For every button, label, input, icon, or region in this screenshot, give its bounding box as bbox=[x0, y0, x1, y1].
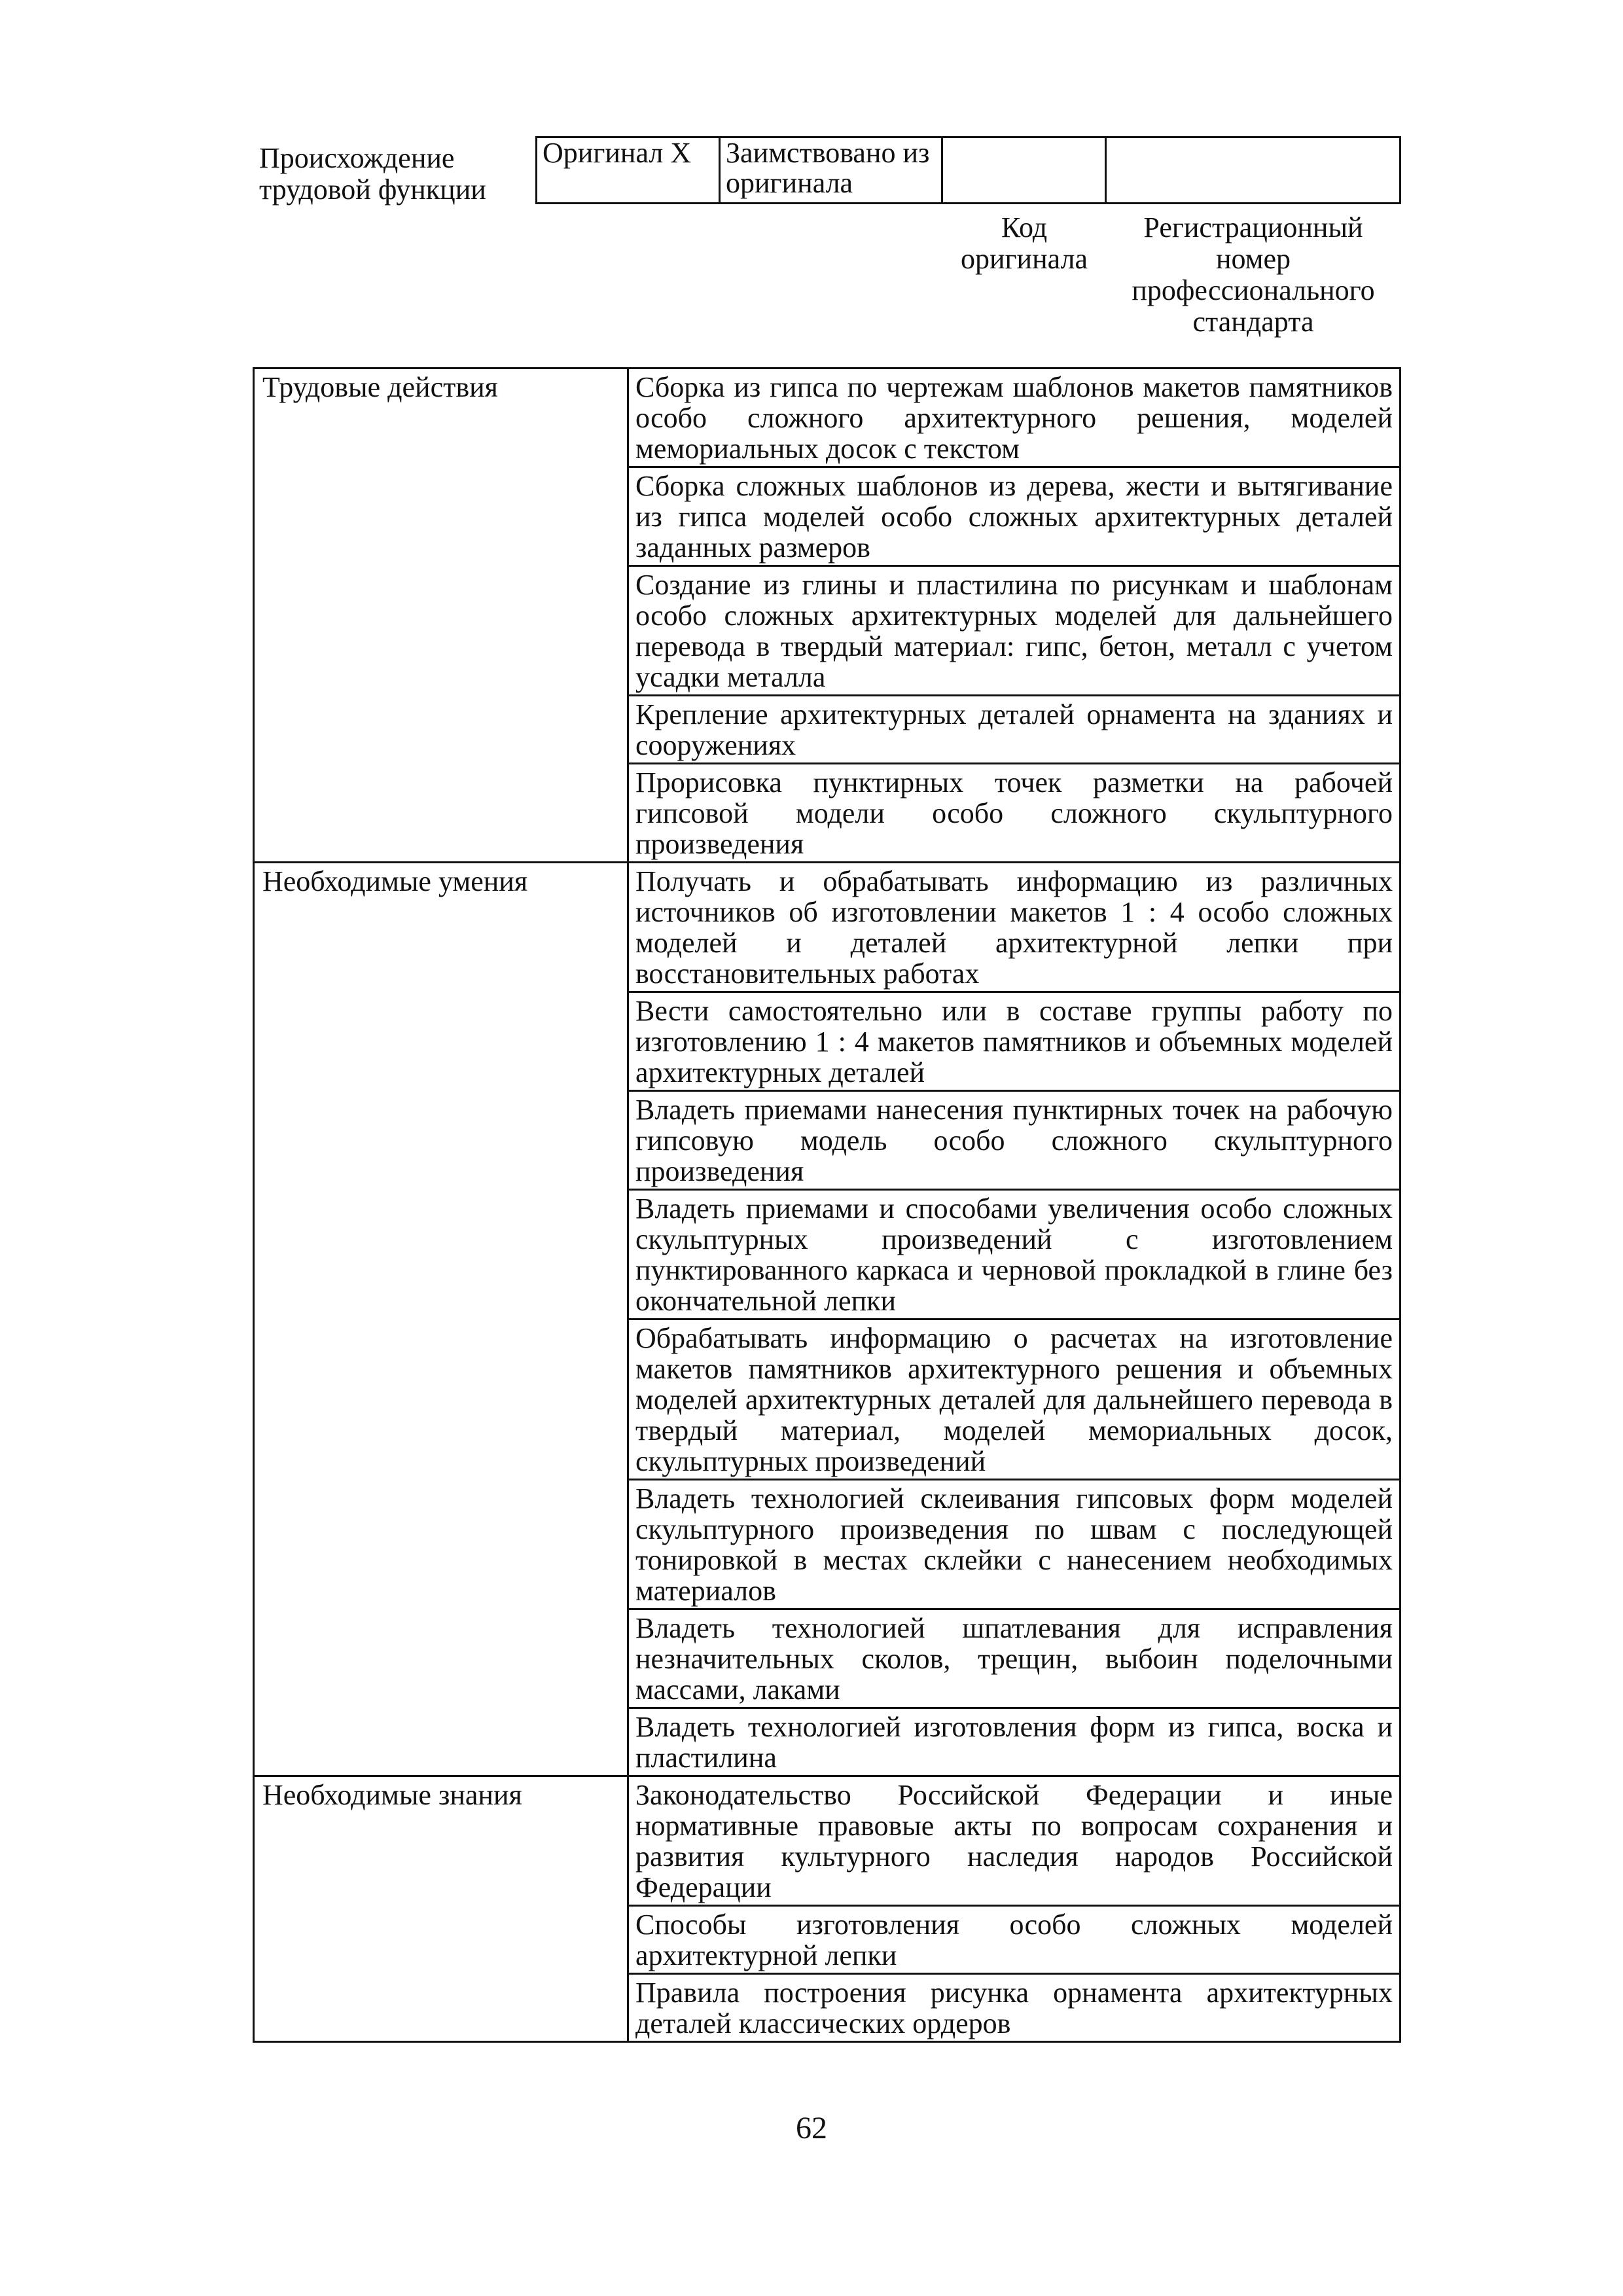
table-cell: Вести самостоятельно или в составе группы работу по изготовлению 1 : 4 макетов памятников и объемных моделей архитектурных деталей bbox=[628, 992, 1400, 1091]
table-row bbox=[254, 863, 1400, 992]
table-cell: Крепление архитектурных деталей орнамента на зданиях и сооружениях bbox=[628, 696, 1400, 764]
origin-reg-number-cell bbox=[1106, 137, 1400, 204]
table-cell: Владеть приемами нанесения пунктирных точек на рабочую гипсовую модель особо сложного скульптурного произведения bbox=[628, 1091, 1400, 1190]
category-required-knowledge: Необходимые знания bbox=[254, 1776, 628, 2042]
origin-table bbox=[535, 136, 1401, 204]
origin-original-cell: Оригинал X bbox=[537, 137, 720, 204]
table-cell: Сборка сложных шаблонов из дерева, жести и вытягивание из гипса моделей особо сложных архитектурных деталей заданных размеров bbox=[628, 467, 1400, 566]
table-cell: Получать и обрабатывать информацию из различных источников об изготовлении макетов 1 : 4 особо сложных моделей и деталей архитектурной лепки при восстановительных работах bbox=[628, 863, 1400, 992]
table-row bbox=[254, 1776, 1400, 1906]
table-cell: Владеть приемами и способами увеличения особо сложных скульптурных произведений с изготовлением пунктированного каркаса и черновой прокладкой в глине без окончательной лепки bbox=[628, 1190, 1400, 1319]
table-cell: Обрабатывать информацию о расчетах на изготовление макетов памятников архитектурного решения и объемных моделей архитектурных деталей для дальнейшего перевода в твердый материал, моделей мемориальных досок, скульптурных произведений bbox=[628, 1319, 1400, 1480]
page-number: 62 bbox=[796, 2111, 827, 2145]
category-required-skills: Необходимые умения bbox=[254, 863, 628, 1776]
table-cell: Правила построения рисунка орнамента архитектурных деталей классических ордеров bbox=[628, 1974, 1400, 2042]
code-caption: Код оригинала bbox=[960, 211, 1088, 275]
table-row bbox=[254, 368, 1400, 467]
table-cell: Владеть технологией шпатлевания для исправления незначительных сколов, трещин, выбоин поделочными массами, лаками bbox=[628, 1609, 1400, 1708]
origin-label: Происхождение трудовой функции bbox=[259, 142, 486, 206]
origin-code-cell bbox=[942, 137, 1106, 204]
table-cell: Владеть технологией склеивания гипсовых форм моделей скульптурного произведения по швам с последующей тонировкой в местах склейки с нанесением необходимых материалов bbox=[628, 1480, 1400, 1609]
origin-borrowed-cell: Заимствовано из оригинала bbox=[720, 137, 942, 204]
table-cell: Способы изготовления особо сложных моделей архитектурной лепки bbox=[628, 1906, 1400, 1974]
table-cell: Сборка из гипса по чертежам шаблонов макетов памятников особо сложного архитектурного решения, моделей мемориальных досок с текстом bbox=[628, 368, 1400, 467]
reg-number-caption: Регистрационный номер профессионального стандарта bbox=[1132, 211, 1375, 338]
table-cell: Владеть технологией изготовления форм из гипса, воска и пластилина bbox=[628, 1708, 1400, 1776]
table-cell: Законодательство Российской Федерации и иные нормативные правовые акты по вопросам сохранения и развития культурного наследия народов Российской Федерации bbox=[628, 1776, 1400, 1906]
category-labor-actions: Трудовые действия bbox=[254, 368, 628, 863]
table-cell: Прорисовка пунктирных точек разметки на рабочей гипсовой модели особо сложного скульптурного произведения bbox=[628, 764, 1400, 863]
table-cell: Создание из глины и пластилина по рисункам и шаблонам особо сложных архитектурных моделей для дальнейшего перевода в твердый материал: гипс, бетон, металл с учетом усадки металла bbox=[628, 566, 1400, 696]
labor-function-table bbox=[253, 367, 1401, 2043]
